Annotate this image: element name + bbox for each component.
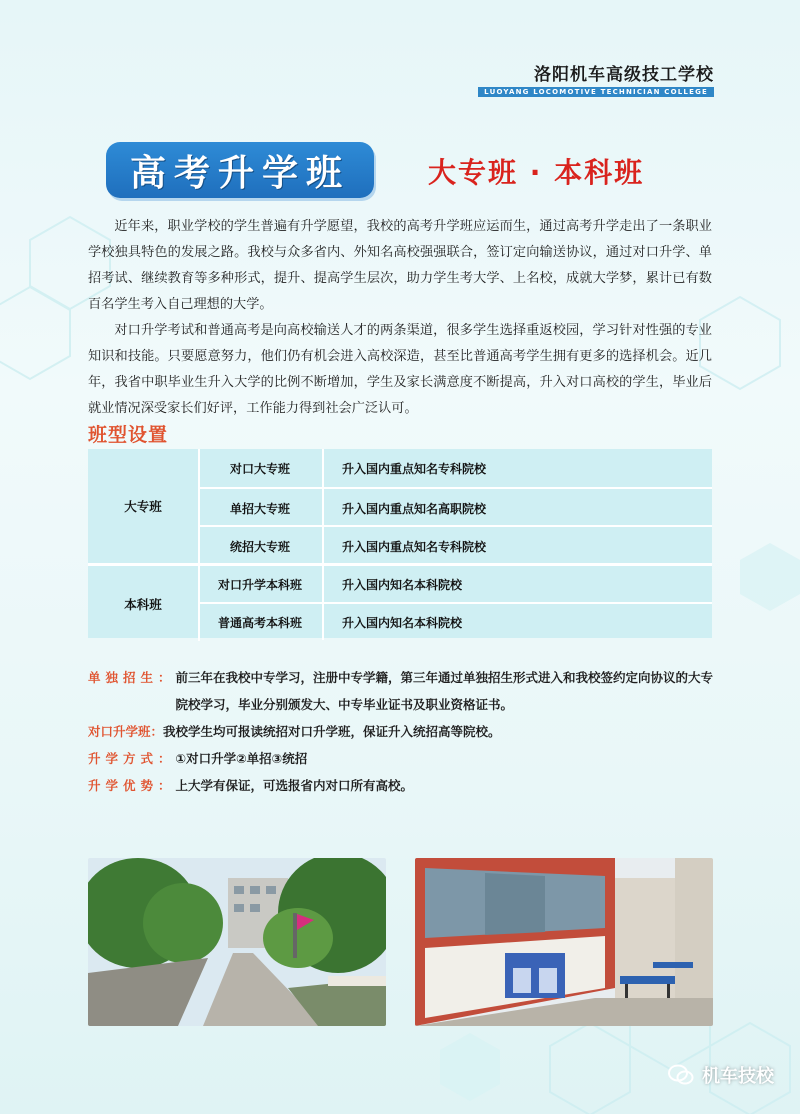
class-desc: 升入国内重点知名专科院校: [342, 539, 487, 554]
note-value: 上大学有保证，可选报省内对口所有高校。: [175, 778, 414, 793]
watermark-text: 机车技校: [702, 1066, 774, 1087]
section-heading-classes: 班型设置: [88, 424, 169, 446]
table-row: [198, 566, 712, 602]
note-key: 单独招生：: [88, 670, 176, 685]
class-name: 对口大专班: [198, 449, 324, 487]
campus-road-photo: [88, 858, 386, 1026]
school-name-cn: 洛阳机车高级技工学校: [534, 65, 714, 85]
group-label: 大专班: [124, 499, 162, 514]
table-row: [198, 487, 712, 527]
title-badge: [106, 142, 374, 198]
note-value: ①对口升学②单招③统招: [175, 751, 308, 766]
school-name-en: LUOYANG LOCOMOTIVE TECHNICIAN COLLEGE: [478, 87, 714, 97]
table-row: [198, 525, 712, 565]
class-desc: 升入国内重点知名高职院校: [342, 501, 487, 516]
class-group-college: [88, 449, 712, 563]
note-key: 对口升学班：: [88, 724, 164, 739]
note-value: 前三年在我校中专学习，注册中专学籍，第三年通过单独招生形式进入和我校签约定向协议的大专院校学习，毕业分别颁发大、中专毕业证书及职业资格证书。: [175, 670, 714, 712]
title-badge-text: 高考升学班: [129, 151, 350, 194]
note-single-enrollment: [88, 664, 718, 718]
note-key: 升学优势：: [88, 778, 176, 793]
wechat-icon: [668, 1064, 694, 1086]
class-table: [88, 449, 712, 638]
class-name: 统招大专班: [198, 527, 324, 565]
intro-paragraph-2: 对口升学考试和普通高考是向高校输送人才的两条渠道，很多学生选择重返校园，学习针对性强的专业知识和技能。只要愿意努力，他们仍有机会进入高校深造，甚至比普通高考学生拥有更多的选择机会。近几年，我省中职毕业生升入大学的比例不断增加，学生及家长满意度不断提高，升入对口高校的学生，毕业后就业情况深受家长们好评，工作能力得到社会广泛认可。: [88, 323, 712, 416]
note-key: 升学方式：: [88, 751, 176, 766]
note-methods: [88, 745, 718, 772]
table-row: [198, 449, 712, 487]
class-group-bachelor: [88, 563, 712, 641]
class-name: 单招大专班: [198, 489, 324, 527]
class-desc: 升入国内重点知名专科院校: [342, 461, 487, 476]
wechat-watermark: [668, 1062, 774, 1088]
group-label: 本科班: [124, 596, 162, 612]
note-counterpart-class: [88, 718, 718, 745]
campus-corridor-photo: [415, 858, 713, 1026]
page-subtitle: 大专班 · 本科班: [428, 156, 645, 189]
intro-paragraph-1: 近年来，职业学校的学生普遍有升学愿望，我校的高考升学班应运而生，通过高考升学走出了一条职业学校独具特色的发展之路。我校与众多省内、外知名高校强强联合，签订定向输送协议，通过对口升学、单招考试、继续教育等多种形式，提升、提高学生层次，助力学生考大学、上名校，成就大学梦，累计已有数百名学生考入自己理想的大学。: [88, 219, 712, 312]
table-row: [198, 602, 712, 640]
class-name: 普通高考本科班: [198, 604, 324, 640]
class-desc: 升入国内知名本科院校: [342, 577, 463, 592]
class-name: 对口升学本科班: [198, 566, 324, 602]
note-value: 我校学生均可报读统招对口升学班，保证升入统招高等院校。: [163, 724, 501, 739]
class-desc: 升入国内知名本科院校: [342, 615, 463, 630]
note-advantages: [88, 772, 718, 799]
school-logo: [478, 60, 714, 97]
admission-notes: [88, 664, 718, 799]
